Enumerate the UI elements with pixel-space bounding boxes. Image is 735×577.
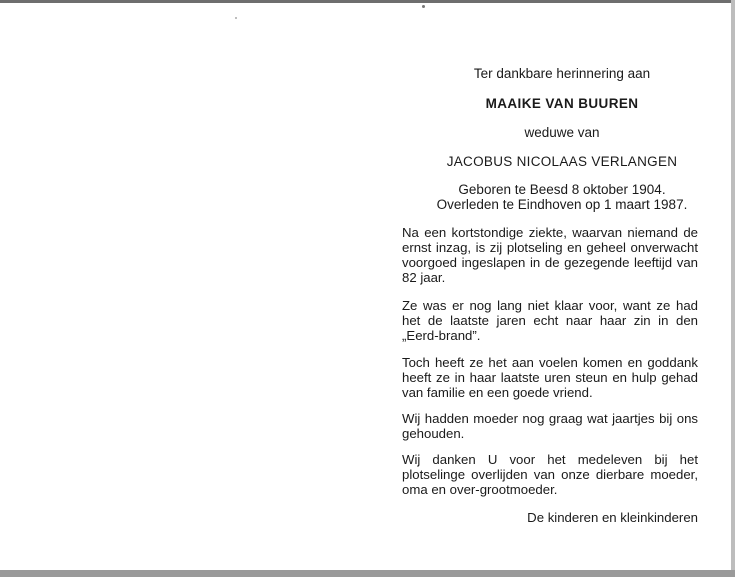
scan-top-edge	[0, 0, 735, 3]
husband-name: JACOBUS NICOLAAS VERLANGEN	[446, 154, 678, 169]
paragraph: Toch heeft ze het aan voelen komen en goddank heeft ze in haar laatste uren steun en hulp gehad van familie en een goede vriend.	[402, 355, 698, 400]
scan-speck	[422, 5, 425, 8]
intro-line: Ter dankbare herinnering aan	[473, 66, 651, 81]
deceased-name: MAAIKE VAN BUUREN	[485, 96, 639, 111]
birth-line: Geboren te Beesd 8 oktober 1904.	[458, 182, 666, 197]
death-line: Overleden te Eindhoven op 1 maart 1987.	[436, 197, 688, 212]
signoff: De kinderen en kleinkinderen	[527, 510, 698, 525]
scan-bottom-edge	[0, 570, 735, 577]
paragraph: Na een kortstondige ziekte, waarvan niemand de ernst inzag, is zij plotseling en geheel onverwacht voorgoed ingeslapen in de gezegende leeftijd van 82 jaar.	[402, 225, 698, 285]
scan-speck	[235, 17, 237, 19]
scan-right-edge	[731, 0, 735, 577]
paragraph: Wij hadden moeder nog graag wat jaartjes bij ons gehouden.	[402, 411, 698, 441]
paragraph: Wij danken U voor het medeleven bij het plotselinge overlijden van onze dierbare moeder, oma en over-grootmoeder.	[402, 452, 698, 497]
widow-of-line: weduwe van	[524, 125, 600, 140]
paragraph: Ze was er nog lang niet klaar voor, want ze had het de laatste jaren echt naar haar zin in den „Eerd-brand”.	[402, 298, 698, 343]
